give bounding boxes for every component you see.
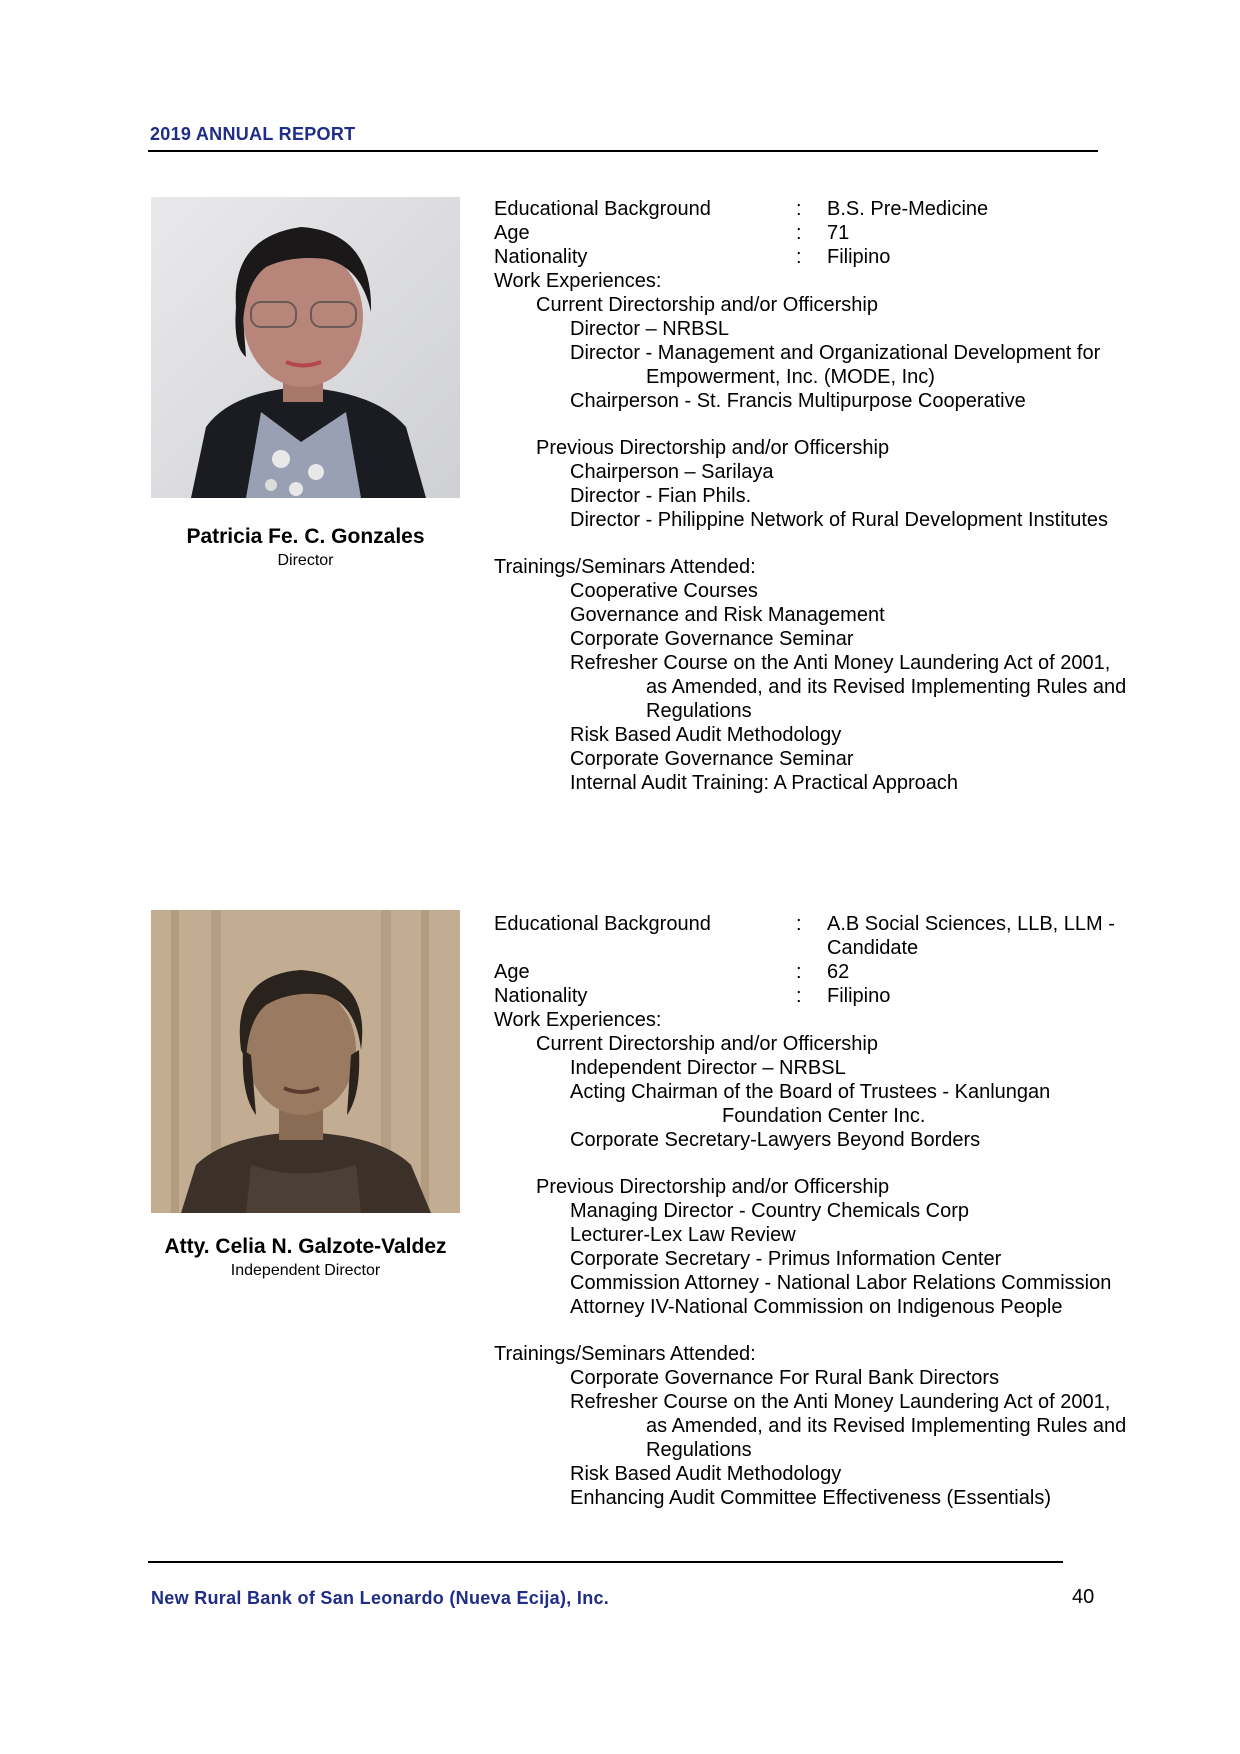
trainings-heading: Trainings/Seminars Attended: (494, 556, 756, 578)
age-label: Age (494, 961, 530, 983)
training-item-continued: Regulations (646, 1439, 752, 1461)
current-item: Director - Management and Organizational Development for (570, 342, 1101, 364)
training-item: Refresher Course on the Anti Money Laundering Act of 2001, (570, 1391, 1111, 1413)
current-item: Independent Director – NRBSL (570, 1057, 846, 1079)
director-details (494, 912, 1126, 1510)
training-item: Enhancing Audit Committee Effectiveness (Essentials) (570, 1487, 1051, 1509)
previous-item: Corporate Secretary - Primus Information Center (570, 1248, 1002, 1270)
training-item-continued: as Amended, and its Revised Implementing Rules and (646, 676, 1127, 698)
work-heading: Work Experiences: (494, 270, 662, 292)
footer-bank-name: New Rural Bank of San Leonardo (Nueva Ecija), Inc. (151, 1588, 610, 1608)
separator: : (796, 913, 802, 935)
training-item: Cooperative Courses (570, 580, 758, 602)
nationality-value: Filipino (827, 246, 891, 268)
previous-item: Lecturer-Lex Law Review (570, 1224, 796, 1246)
director-name: Patricia Fe. C. Gonzales (186, 525, 425, 548)
current-item-continued: Foundation Center Inc. (722, 1105, 926, 1127)
director-role: Director (277, 552, 334, 569)
separator: : (796, 246, 802, 268)
training-item: Refresher Course on the Anti Money Laundering Act of 2001, (570, 652, 1111, 674)
age-value: 62 (827, 961, 850, 983)
training-item: Risk Based Audit Methodology (570, 724, 842, 746)
work-heading: Work Experiences: (494, 1009, 662, 1031)
separator: : (796, 985, 802, 1007)
age-row (494, 221, 1126, 245)
previous-heading: Previous Directorship and/or Officership (536, 1176, 890, 1198)
education-label: Educational Background (494, 198, 711, 220)
current-item: Chairperson - St. Francis Multipurpose Cooperative (570, 390, 1026, 412)
current-heading: Current Directorship and/or Officership (536, 1033, 878, 1055)
trainings-heading: Trainings/Seminars Attended: (494, 1343, 756, 1365)
previous-item: Attorney IV-National Commission on Indigenous People (570, 1296, 1063, 1318)
training-item: Internal Audit Training: A Practical Approach (570, 772, 959, 794)
nationality-label: Nationality (494, 246, 588, 268)
previous-item: Director - Fian Phils. (570, 485, 752, 507)
previous-item: Chairperson – Sarilaya (570, 461, 774, 483)
education-label: Educational Background (494, 913, 711, 935)
education-value: B.S. Pre-Medicine (827, 198, 989, 220)
training-item: Risk Based Audit Methodology (570, 1463, 842, 1485)
previous-heading: Previous Directorship and/or Officership (536, 437, 890, 459)
page-number: 40 (1072, 1586, 1095, 1608)
report-title: 2019 ANNUAL REPORT (150, 124, 356, 144)
director-photo (151, 910, 460, 1213)
training-item-continued: as Amended, and its Revised Implementing Rules and (646, 1415, 1127, 1437)
previous-item: Commission Attorney - National Labor Relations Commission (570, 1272, 1112, 1294)
separator: : (796, 198, 802, 220)
separator: : (796, 961, 802, 983)
education-row (494, 912, 1126, 960)
director-role: Independent Director (230, 1262, 381, 1279)
director-photo (151, 197, 460, 498)
current-item: Director – NRBSL (570, 318, 729, 340)
separator: : (796, 222, 802, 244)
age-value: 71 (827, 222, 850, 244)
education-value: A.B Social Sciences, LLB, LLM - Candidate (827, 913, 1115, 959)
nationality-row (494, 984, 1126, 1008)
previous-item: Managing Director - Country Chemicals Corp (570, 1200, 970, 1222)
header-divider (148, 150, 1098, 152)
training-item: Corporate Governance Seminar (570, 628, 854, 650)
nationality-row (494, 245, 1126, 269)
education-row (494, 197, 1126, 221)
current-item-continued: Empowerment, Inc. (MODE, Inc) (646, 366, 935, 388)
training-item-continued: Regulations (646, 700, 752, 722)
director-details (494, 197, 1126, 795)
training-item: Governance and Risk Management (570, 604, 885, 626)
previous-item: Director - Philippine Network of Rural Development Institutes (570, 509, 1108, 531)
nationality-value: Filipino (827, 985, 891, 1007)
age-label: Age (494, 222, 530, 244)
current-item: Acting Chairman of the Board of Trustees - Kanlungan (570, 1081, 1051, 1103)
age-row (494, 960, 1126, 984)
footer-divider (148, 1561, 1063, 1563)
training-item: Corporate Governance For Rural Bank Directors (570, 1367, 1000, 1389)
current-heading: Current Directorship and/or Officership (536, 294, 878, 316)
nationality-label: Nationality (494, 985, 588, 1007)
current-item: Corporate Secretary-Lawyers Beyond Borders (570, 1129, 981, 1151)
training-item: Corporate Governance Seminar (570, 748, 854, 770)
director-name: Atty. Celia N. Galzote-Valdez (164, 1235, 447, 1258)
